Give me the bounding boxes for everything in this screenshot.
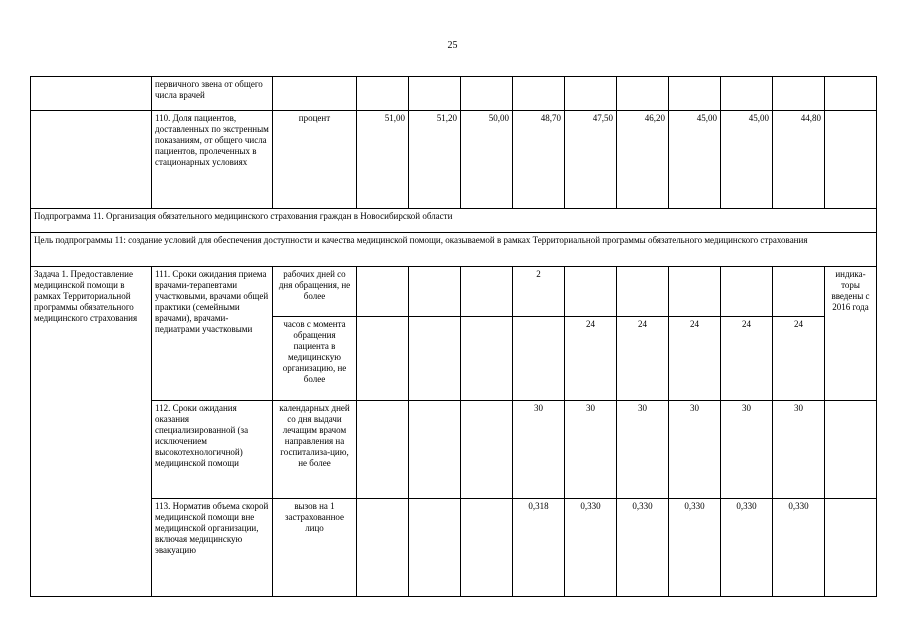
table-cell [409, 317, 461, 401]
table-cell [617, 77, 669, 111]
indicator-cell: 112. Сроки ожидания оказания специализированной (за исключением высокотехнологичной) медицинской помощи [152, 401, 273, 499]
value-cell: 0,330 [669, 499, 721, 597]
table-cell [409, 267, 461, 317]
unit-cell: календарных дней со дня выдачи лечащим врачом направления на госпитализа-цию, не более [273, 401, 357, 499]
page-number: 25 [447, 40, 458, 51]
value-cell: 24 [565, 317, 617, 401]
table-cell [357, 317, 409, 401]
value-cell: 0,330 [617, 499, 669, 597]
value-cell: 2 [513, 267, 565, 317]
table-cell [357, 401, 409, 499]
value-cell: 45,00 [721, 111, 773, 209]
value-cell: 24 [721, 317, 773, 401]
value-cell: 24 [617, 317, 669, 401]
table-cell [273, 77, 357, 111]
table-cell [461, 401, 513, 499]
value-cell: 30 [773, 401, 825, 499]
table-cell [461, 317, 513, 401]
table-row [31, 209, 877, 233]
value-cell: 30 [669, 401, 721, 499]
table-cell [565, 77, 617, 111]
table-cell [669, 267, 721, 317]
value-cell: 0,330 [773, 499, 825, 597]
table-cell [617, 267, 669, 317]
table-cell [825, 111, 877, 209]
note-cell: индика-торы введены с 2016 года [825, 267, 877, 401]
value-cell: 24 [773, 317, 825, 401]
unit-cell: процент [273, 111, 357, 209]
value-cell: 30 [721, 401, 773, 499]
value-cell: 0,318 [513, 499, 565, 597]
table-cell [773, 77, 825, 111]
indicators-table [30, 76, 877, 597]
table-cell [773, 267, 825, 317]
value-cell: 24 [669, 317, 721, 401]
table-row [31, 233, 877, 267]
table-row [31, 77, 877, 111]
value-cell: 30 [617, 401, 669, 499]
indicator-cell: первичного звена от общего числа врачей [152, 77, 273, 111]
value-cell: 48,70 [513, 111, 565, 209]
table-cell [565, 267, 617, 317]
table-cell [513, 77, 565, 111]
unit-cell: рабочих дней со дня обращения, не более [273, 267, 357, 317]
table-cell [357, 499, 409, 597]
indicator-cell: 110. Доля пациентов, доставленных по экстренным показаниям, от общего числа пациентов, пролеченных в стационарных условиях [152, 111, 273, 209]
value-cell: 51,20 [409, 111, 461, 209]
table-cell [825, 401, 877, 499]
table-cell [825, 499, 877, 597]
value-cell: 47,50 [565, 111, 617, 209]
unit-cell: вызов на 1 застрахованное лицо [273, 499, 357, 597]
table-cell [409, 499, 461, 597]
table-cell [409, 401, 461, 499]
table-cell [825, 77, 877, 111]
value-cell: 46,20 [617, 111, 669, 209]
table-cell [721, 267, 773, 317]
value-cell: 0,330 [721, 499, 773, 597]
value-cell: 45,00 [669, 111, 721, 209]
indicator-cell: 111. Сроки ожидания приема врачами-терапевтами участковыми, врачами общей практики (семейными врачами), врачами-педиатрами участковыми [152, 267, 273, 401]
table-cell [721, 77, 773, 111]
subprogram-goal: Цель подпрограммы 11: создание условий для обеспечения доступности и качества медицинской помощи, оказываемой в рамках Территориальной программы обязательного медицинского страхования [31, 233, 877, 267]
table-row [31, 401, 877, 499]
table-row [31, 111, 877, 209]
task-cell: Задача 1. Предоставление медицинской помощи в рамках Территориальной программы обязательного медицинского страхования [31, 267, 152, 597]
table-row [31, 267, 877, 317]
table-cell [357, 267, 409, 317]
table-cell [461, 499, 513, 597]
value-cell: 0,330 [565, 499, 617, 597]
value-cell: 30 [513, 401, 565, 499]
value-cell: 50,00 [461, 111, 513, 209]
indicator-cell: 113. Норматив объема скорой медицинской помощи вне медицинской организации, включая медицинскую эвакуацию [152, 499, 273, 597]
subprogram-title: Подпрограмма 11. Организация обязательного медицинского страхования граждан в Новосибирской области [31, 209, 877, 233]
value-cell: 51,00 [357, 111, 409, 209]
table-cell [31, 111, 152, 209]
table-cell [31, 77, 152, 111]
value-cell: 44,80 [773, 111, 825, 209]
table-cell [357, 77, 409, 111]
table-cell [461, 267, 513, 317]
table-row [31, 499, 877, 597]
table-cell [669, 77, 721, 111]
unit-cell: часов с момента обращения пациента в медицинскую организацию, не более [273, 317, 357, 401]
value-cell: 30 [565, 401, 617, 499]
table-cell [461, 77, 513, 111]
table-cell [513, 317, 565, 401]
table-cell [409, 77, 461, 111]
